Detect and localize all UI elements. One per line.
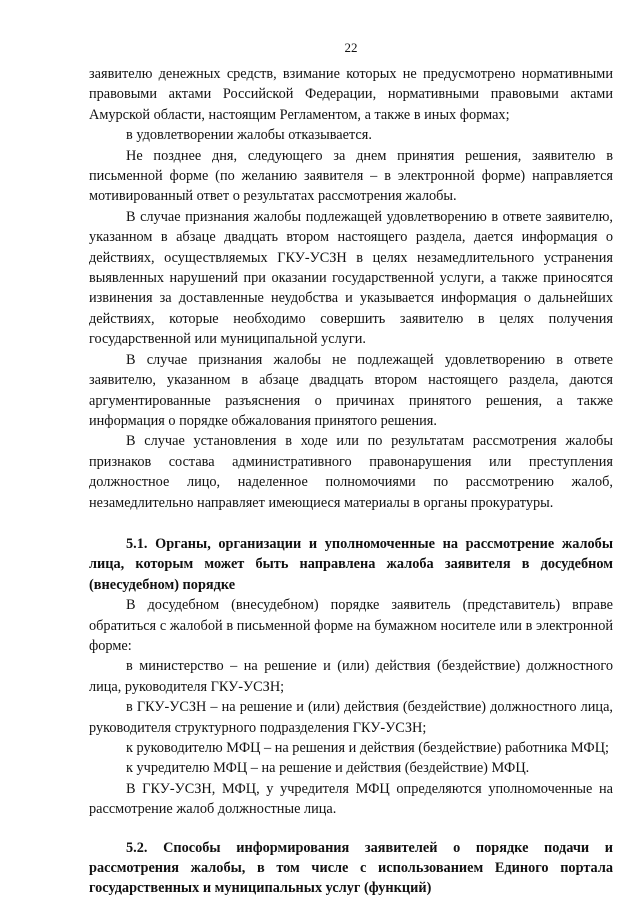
page-number: 22	[344, 40, 358, 55]
paragraph: В досудебном (внесудебном) порядке заявитель (представитель) вправе обратиться с жалобой в письменной форме на бумажном носителе или в электронной форме:	[89, 597, 613, 654]
paragraph: В случае признания жалобы подлежащей удовлетворению в ответе заявителю, указанном в абзаце двадцать втором настоящего раздела, дается информация о действиях, осуществляемых ГКУ-УСЗН в целях незамедлительного устранения выявленных нарушений при оказании государственной услуги, а также приносятся извинения за доставленные неудобства и указывается информация о дальнейших действиях, которые необходимо совершить заявителю в целях получения государственной или муниципальной услуги.	[89, 208, 613, 348]
section-spacer	[89, 513, 613, 534]
document-body	[89, 64, 613, 899]
paragraph: заявителю денежных средств, взимание которых не предусмотрено нормативными правовыми актами Российской Федерации, нормативными правовыми актами Амурской области, настоящим Регламентом, а также в иных формах;	[89, 66, 613, 123]
paragraph: в ГКУ-УСЗН – на решение и (или) действия (бездействие) должностного лица, руководителя структурного подразделения ГКУ-УСЗН;	[89, 699, 613, 736]
section-heading-5-2: 5.2. Способы информирования заявителей о порядке подачи и рассмотрения жалобы, в том числе с использованием Единого портала государственных и муниципальных услуг (функций)	[89, 839, 613, 897]
paragraph: в удовлетворении жалобы отказывается.	[126, 127, 372, 144]
paragraph: В случае признания жалобы не подлежащей удовлетворению в ответе заявителю, указанном в абзаце двадцать втором настоящего раздела, даются аргументированные разъяснения о причинах принятого решения, а также информация о порядке обжалования принятого решения.	[89, 351, 613, 429]
paragraph: В случае установления в ходе или по результатам рассмотрения жалобы признаков состава административного правонарушения или преступления должностное лицо, наделенное полномочиями по рассмотрению жалоб, незамедлительно направляет имеющиеся материалы в органы прокуратуры.	[89, 433, 613, 511]
paragraph: в министерство – на решение и (или) действия (бездействие) должностного лица, руководителя ГКУ-УСЗН;	[89, 658, 613, 695]
section-heading-5-1: 5.1. Органы, организации и уполномоченные на рассмотрение жалобы лица, которым может быть направлена жалоба заявителя в досудебном (внесудебном) порядке	[89, 535, 613, 593]
paragraph: к руководителю МФЦ – на решения и действия (бездействие) работника МФЦ;	[126, 740, 609, 756]
paragraph: Не позднее дня, следующего за днем принятия решения, заявителю в письменной форме (по желанию заявителя – в электронной форме) направляется мотивированный ответ о результатах рассмотрения жалобы.	[89, 147, 613, 205]
paragraph: к учредителю МФЦ – на решение и действия (бездействие) МФЦ.	[126, 760, 530, 777]
paragraph: В ГКУ-УСЗН, МФЦ, у учредителя МФЦ определяются уполномоченные на рассмотрение жалоб должностные лица.	[89, 780, 613, 818]
section-spacer	[89, 820, 613, 838]
